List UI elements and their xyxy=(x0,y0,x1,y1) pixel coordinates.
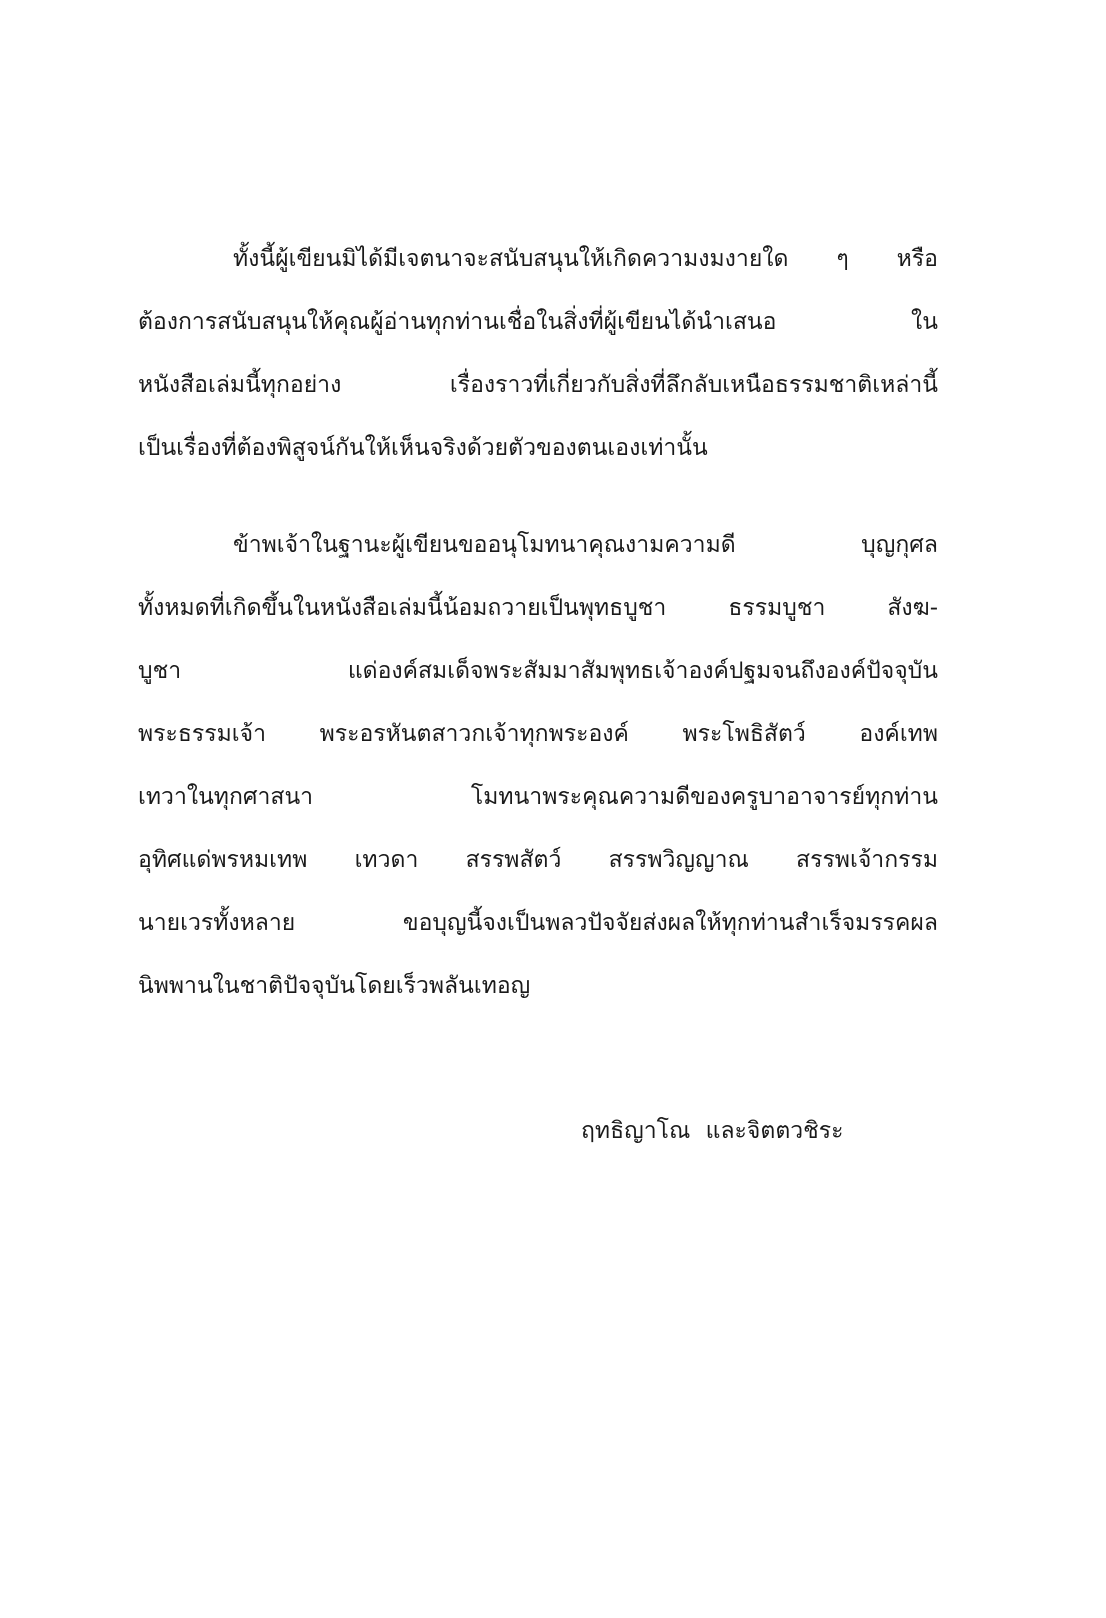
paragraph-disclaimer xyxy=(138,228,938,480)
paragraph-dedication xyxy=(138,514,938,1018)
text-line: เทวาในทุกศาสนา โมทนาพระคุณความดีของครูบาอาจารย์ทุกท่าน xyxy=(138,784,938,810)
text-line: พระธรรมเจ้า พระอรหันตสาวกเจ้าทุกพระองค์ พระโพธิสัตว์ องค์เทพ xyxy=(138,721,938,747)
text-line: ทั้งนี้ผู้เขียนมิได้มีเจตนาจะสนับสนุนให้เกิดความงมงายใด ๆ หรือ xyxy=(233,246,938,272)
text-line: เป็นเรื่องที่ต้องพิสูจน์กันให้เห็นจริงด้วยตัวของตนเองเท่านั้น xyxy=(138,435,708,461)
text-line: ต้องการสนับสนุนให้คุณผู้อ่านทุกท่านเชื่อในสิ่งที่ผู้เขียนได้นำเสนอ ใน xyxy=(138,309,938,335)
text-line: ทั้งหมดที่เกิดขึ้นในหนังสือเล่มนี้น้อมถวายเป็นพุทธบูชา ธรรมบูชา สังฆ- xyxy=(138,595,938,621)
text-line: อุทิศแด่พรหมเทพ เทวดา สรรพสัตว์ สรรพวิญญาณ สรรพเจ้ากรรม xyxy=(138,847,938,873)
author-signature: ฤทธิญาโณ และจิตตวชิระ xyxy=(581,1118,844,1144)
text-line: นายเวรทั้งหลาย ขอบุญนี้จงเป็นพลวปัจจัยส่งผลให้ทุกท่านสำเร็จมรรคผล xyxy=(138,910,938,936)
text-line: บูชา แด่องค์สมเด็จพระสัมมาสัมพุทธเจ้าองค์ปฐมจนถึงองค์ปัจจุบัน xyxy=(138,658,938,684)
text-line: ข้าพเจ้าในฐานะผู้เขียนขออนุโมทนาคุณงามความดี บุญกุศล xyxy=(233,532,938,558)
text-line: นิพพานในชาติปัจจุบันโดยเร็วพลันเทอญ xyxy=(138,973,531,999)
text-line: หนังสือเล่มนี้ทุกอย่าง เรื่องราวที่เกี่ยวกับสิ่งที่ลึกลับเหนือธรรมชาติเหล่านี้ xyxy=(138,372,938,398)
